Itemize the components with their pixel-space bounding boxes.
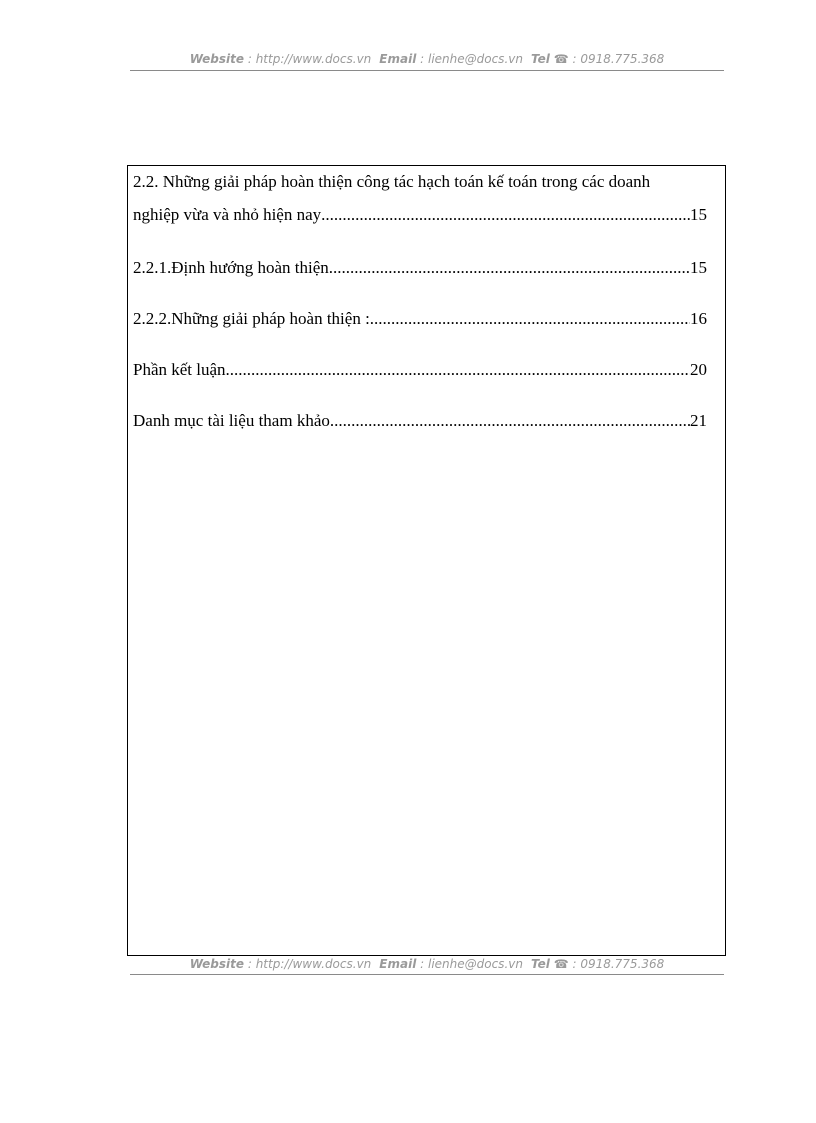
phone-icon: ☎ <box>553 957 569 971</box>
tel-label: Tel <box>530 52 550 66</box>
page-header <box>130 52 724 66</box>
toc-entry-page: 15 <box>690 205 707 224</box>
toc-entry <box>133 168 707 254</box>
tel-label: Tel <box>530 957 550 971</box>
email-address: : lienhe@docs.vn <box>416 957 523 971</box>
phone-icon: ☎ <box>553 52 569 66</box>
table-of-contents <box>133 168 707 458</box>
toc-entry-title: Phần kết luận <box>133 360 226 379</box>
dot-leader <box>333 254 690 282</box>
toc-frame <box>127 165 726 956</box>
dot-leader <box>226 356 690 384</box>
email-label: Email <box>379 52 417 66</box>
website-label: Website <box>189 957 245 971</box>
website-label: Website <box>189 52 245 66</box>
toc-entry <box>133 407 707 458</box>
toc-entry <box>133 305 707 356</box>
dot-leader <box>330 407 690 435</box>
toc-entry-page: 16 <box>690 309 707 328</box>
toc-entry-title: 2.2.1.Định hướng hoàn thiện. <box>133 258 333 277</box>
website-url: : http://www.docs.vn <box>244 957 372 971</box>
dot-leader <box>321 201 690 229</box>
tel-number: : 0918.775.368 <box>568 957 665 971</box>
toc-entry-title-line1: 2.2. Những giải pháp hoàn thiện công tác hạch toán kế toán trong các doanh <box>133 172 651 191</box>
toc-entry-title: 2.2.2.Những giải pháp hoàn thiện : <box>133 309 370 328</box>
toc-entry-page: 21 <box>690 411 707 430</box>
email-address: : lienhe@docs.vn <box>416 52 523 66</box>
dot-leader <box>370 305 690 333</box>
toc-entry <box>133 254 707 305</box>
footer-rule <box>130 974 724 975</box>
toc-entry-page: 15 <box>690 258 707 277</box>
toc-entry <box>133 356 707 407</box>
toc-entry-page: 20 <box>690 360 707 379</box>
website-url: : http://www.docs.vn <box>244 52 372 66</box>
tel-number: : 0918.775.368 <box>568 52 665 66</box>
toc-entry-title: Danh mục tài liệu tham khảo <box>133 411 330 430</box>
header-rule <box>130 70 724 71</box>
toc-entry-title-line2: nghiệp vừa và nhỏ hiện nay <box>133 205 322 224</box>
email-label: Email <box>379 957 417 971</box>
page-footer <box>130 957 724 971</box>
